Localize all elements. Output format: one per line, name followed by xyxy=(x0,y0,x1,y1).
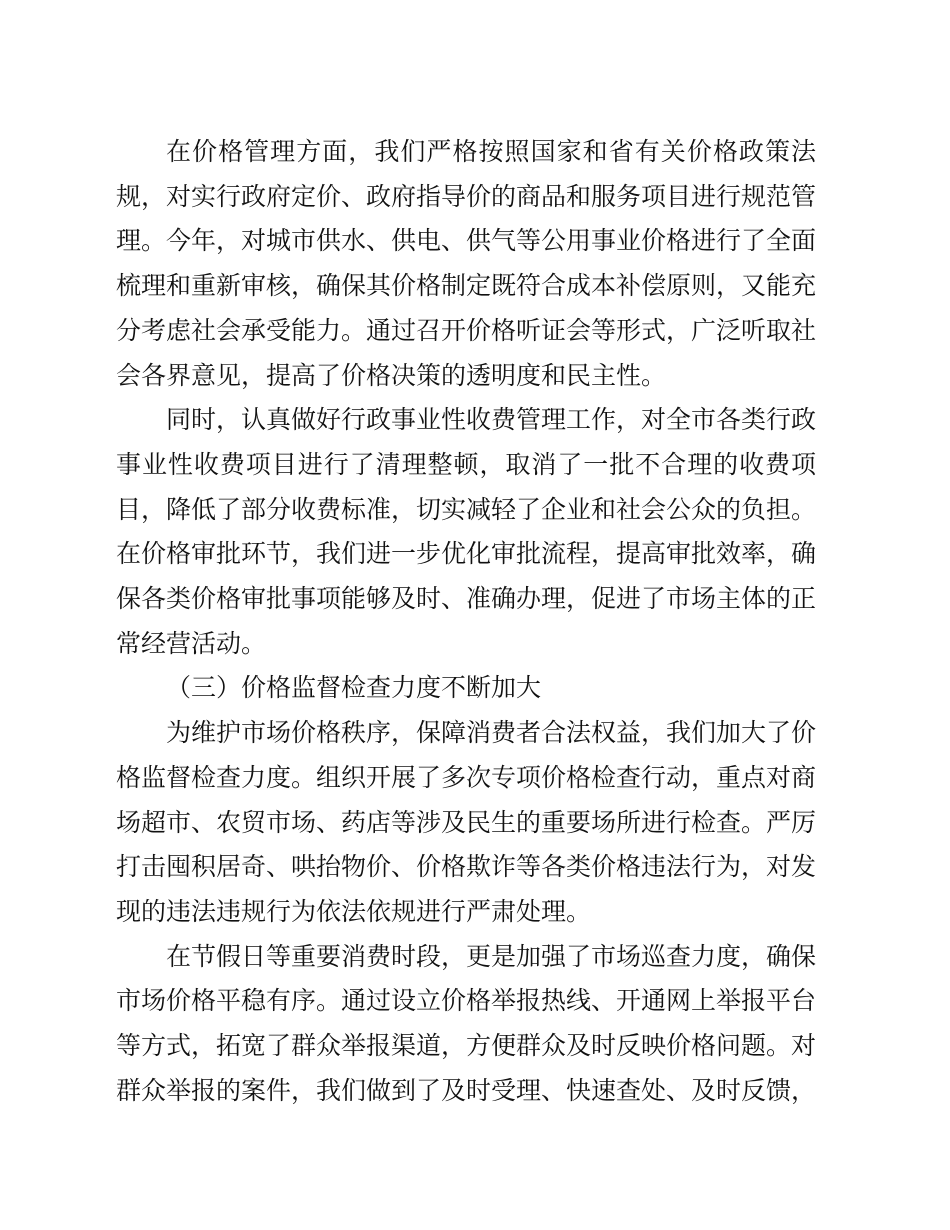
section-heading: （三）价格监督检查力度不断加大 xyxy=(166,673,542,703)
paragraph-price-management: 在价格管理方面，我们严格按照国家和省有关价格政策法规，对实行政府定价、政府指导价的商品和服务项目进行规范管理。今年，对城市供水、供电、供气等公用事业价格进行了全面梳理和重新审核，确保其价格制定既符合成本补偿原则，又能充分考虑社会承受能力。通过召开价格听证会等形式，广泛听取社会各界意见，提高了价格决策的透明度和民主性。 xyxy=(116,137,817,390)
document-page xyxy=(116,130,816,1113)
paragraph-administrative-fees: 同时，认真做好行政事业性收费管理工作，对全市各类行政事业性收费项目进行了清理整顿，取消了一批不合理的收费项目，降低了部分收费标准，切实减轻了企业和社会公众的负担。在价格审批环节，我们进一步优化审批流程，提高审批效率，确保各类价格审批事项能够及时、准确办理，促进了市场主体的正常经营活动。 xyxy=(116,405,817,658)
paragraph-price-supervision: 为维护市场价格秩序，保障消费者合法权益，我们加大了价格监督检查力度。组织开展了多次专项价格检查行动，重点对商场超市、农贸市场、药店等涉及民生的重要场所进行检查。严厉打击囤积居奇、哄抬物价、价格欺诈等各类价格违法行为，对发现的违法违规行为依法依规进行严肃处理。 xyxy=(116,718,817,926)
paragraph-holiday-inspection: 在节假日等重要消费时段，更是加强了市场巡查力度，确保市场价格平稳有序。通过设立价格举报热线、开通网上举报平台等方式，拓宽了群众举报渠道，方便群众及时反映价格问题。对群众举报的案件，我们做到了及时受理、快速查处、及时反馈， xyxy=(116,941,817,1105)
